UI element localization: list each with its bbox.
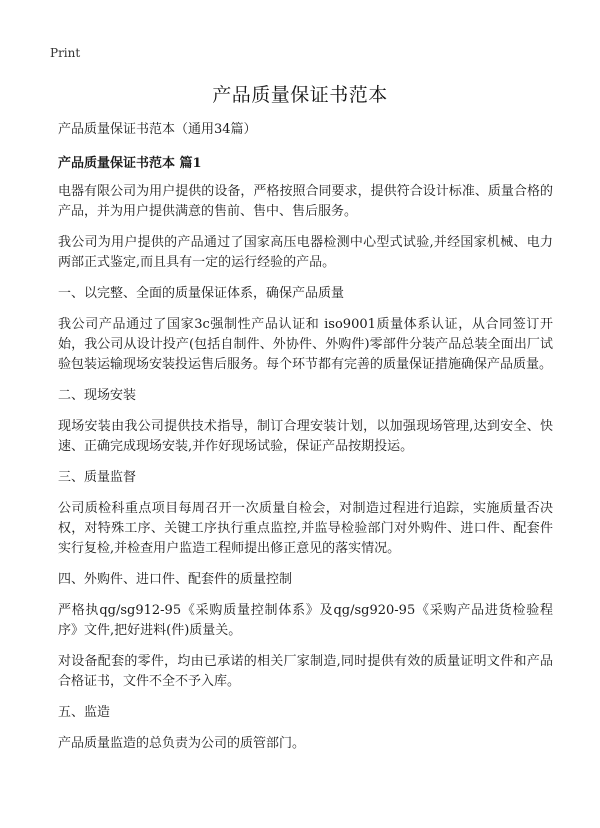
paragraph: 我公司产品通过了国家3c强制性产品认证和 iso9001质量体系认证，从合同签订开始，我公司从设计投产(包括自制件、外协件、外购件)零部件分装产品总装全面出厂试验包装运输现场安装投运售后服务。每个环节都有完善的质量保证措施确保产品质量。 xyxy=(58,317,553,372)
block-5 xyxy=(58,386,553,406)
section-heading: 一、以完整、全面的质量保证体系，确保产品质量 xyxy=(58,286,345,301)
block-11 xyxy=(58,652,553,692)
document-title: 产品质量保证书范本 xyxy=(212,84,388,106)
section-heading: 二、现场安装 xyxy=(58,388,137,403)
paragraph: 电器有限公司为用户提供的设备，严格按照合同要求，提供符合设计标准、质量合格的产品，并为用户提供满意的售前、售中、售后服务。 xyxy=(58,184,553,219)
print-link[interactable]: Print xyxy=(50,46,81,60)
document-subtitle: 产品质量保证书范本（通用34篇） xyxy=(58,122,257,137)
section-heading: 三、质量监督 xyxy=(58,470,137,485)
block-6 xyxy=(58,417,553,457)
block-13 xyxy=(58,734,553,754)
block-3 xyxy=(58,284,553,304)
block-7 xyxy=(58,468,553,488)
paragraph: 公司质检科重点项目每周召开一次质量自检会，对制造过程进行追踪，实施质量否决权，对特殊工序、关键工序执行重点监控,并监导检验部门对外购件、进口件、配套件实行复检,并检查用户监造工程师提出修正意见的落实情况。 xyxy=(58,501,553,556)
block-2 xyxy=(58,233,553,273)
block-10 xyxy=(58,601,553,641)
block-8 xyxy=(58,499,553,559)
block-9 xyxy=(58,570,553,590)
section-title: 产品质量保证书范本 篇1 xyxy=(58,156,202,171)
block-1 xyxy=(58,182,553,222)
paragraph: 严格执qg/sg912-95《采购质量控制体系》及qg/sg920-95《采购产品进货检验程序》文件,把好进料(件)质量关。 xyxy=(58,603,553,638)
paragraph: 我公司为用户提供的产品通过了国家高压电器检测中心型式试验,并经国家机械、电力两部正式鉴定,而且具有一定的运行经验的产品。 xyxy=(58,235,553,270)
document-body xyxy=(58,120,553,765)
paragraph: 对设备配套的零件，均由已承诺的相关厂家制造,同时提供有效的质量证明文件和产品合格证书，文件不全不予入库。 xyxy=(58,654,553,689)
section-heading: 五、监造 xyxy=(58,705,111,720)
paragraph: 现场安装由我公司提供技术指导，制订合理安装计划，以加强现场管理,达到安全、快速、正确完成现场安装,并作好现场试验，保证产品按期投运。 xyxy=(58,419,553,454)
block-4 xyxy=(58,315,553,375)
paragraph: 产品质量监造的总负责为公司的质管部门。 xyxy=(58,736,306,751)
block-12 xyxy=(58,703,553,723)
section-heading: 四、外购件、进口件、配套件的质量控制 xyxy=(58,572,293,587)
